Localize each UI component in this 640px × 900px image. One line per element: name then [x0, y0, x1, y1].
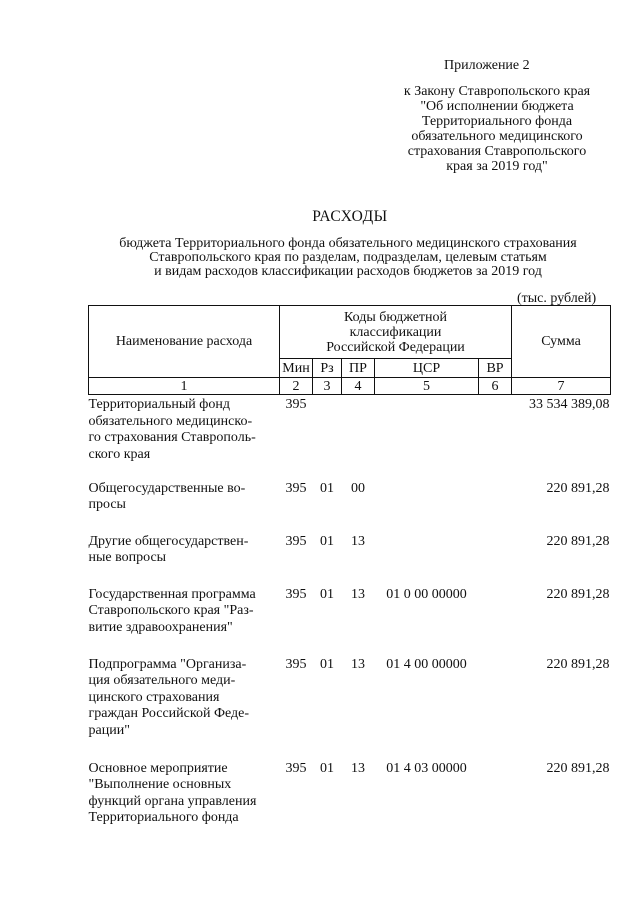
- row-rz: 01: [320, 760, 334, 776]
- table-row: [89, 657, 611, 761]
- row-name: [89, 657, 280, 761]
- row-name-line: цинского страхования: [88, 689, 220, 705]
- row-name-line: Общегосударственные во-: [88, 480, 246, 496]
- row-name-line: ского края: [88, 446, 151, 462]
- row-pr: 13: [351, 656, 365, 672]
- appendix-line: к Закону Ставропольского края: [403, 84, 591, 99]
- row-rz: 01: [320, 656, 334, 672]
- document-heading: РАСХОДЫ: [312, 208, 388, 225]
- row-name: [89, 395, 280, 481]
- row-sum: 220 891,28: [546, 586, 610, 602]
- document-subheading: [88, 237, 608, 279]
- row-name-line: обязательного медицинско-: [88, 413, 253, 429]
- row-csr: 01 4 03 00000: [386, 760, 467, 776]
- row-name: [89, 587, 280, 657]
- column-number: 6: [479, 378, 512, 395]
- header-csr: ЦСР: [375, 359, 479, 378]
- row-name-line: го страхования Ставрополь-: [88, 430, 256, 445]
- header-rz: Рз: [313, 359, 342, 378]
- row-vr: [479, 587, 512, 657]
- row-min: 395: [285, 397, 307, 412]
- subheading-line: Ставропольского края по разделам, подразделам, целевым статьям: [149, 250, 547, 265]
- row-name-line: Основное мероприятие: [88, 760, 228, 776]
- appendix-block: [388, 58, 606, 174]
- row-name-line: рации": [88, 722, 130, 738]
- appendix-line: страхования Ставропольского: [407, 144, 587, 159]
- row-min: 395: [285, 480, 307, 496]
- row-name-line: просы: [88, 497, 126, 512]
- row-csr: 01 4 00 00000: [386, 656, 467, 672]
- row-min: 395: [285, 760, 307, 776]
- table-row: [89, 761, 611, 831]
- header-name: Наименование расхода: [89, 306, 280, 378]
- header-sum: Сумма: [512, 306, 611, 378]
- row-csr: [375, 481, 479, 534]
- row-pr: 13: [351, 586, 365, 602]
- appendix-line: Территориального фонда: [421, 114, 573, 129]
- table-row: [89, 395, 611, 481]
- row-pr: 00: [351, 480, 365, 496]
- row-name: [89, 534, 280, 587]
- column-number: 7: [512, 378, 611, 395]
- row-rz: 01: [320, 533, 334, 549]
- row-vr: [479, 481, 512, 534]
- appendix-line: обязательного медицинского: [411, 129, 583, 144]
- appendix-title: Приложение 2: [444, 58, 530, 73]
- row-name-line: Другие общегосударствен-: [88, 533, 249, 549]
- row-name-line: Ставропольского края "Раз-: [88, 603, 254, 618]
- row-csr: [375, 395, 479, 481]
- column-number: 1: [89, 378, 280, 395]
- row-vr: [479, 395, 512, 481]
- row-rz: 01: [320, 480, 334, 496]
- row-name-line: Государственная программа: [88, 586, 256, 602]
- column-number: 2: [280, 378, 313, 395]
- column-number: 3: [313, 378, 342, 395]
- header-min: Мин: [280, 359, 313, 378]
- row-pr: [342, 395, 375, 481]
- column-number-row: [89, 378, 611, 395]
- row-sum: 220 891,28: [546, 656, 610, 672]
- row-min: 395: [285, 533, 307, 549]
- header-codes-line: Коды бюджетной: [343, 309, 448, 325]
- expenses-table: [88, 305, 611, 831]
- table-row: [89, 587, 611, 657]
- units-label: (тыс. рублей): [517, 291, 597, 306]
- row-sum: 220 891,28: [546, 480, 610, 496]
- row-min: 395: [285, 656, 307, 672]
- subheading-line: и видам расходов классификации расходов бюджетов за 2019 год: [154, 264, 542, 279]
- table-header-row: [89, 306, 611, 359]
- row-csr: [375, 534, 479, 587]
- row-vr: [479, 657, 512, 761]
- header-codes-line: классификации: [349, 324, 442, 340]
- row-csr: 01 0 00 00000: [386, 586, 467, 602]
- row-name: [89, 761, 280, 831]
- row-rz: 01: [320, 586, 334, 602]
- table-row: [89, 481, 611, 534]
- header-pr: ПР: [342, 359, 375, 378]
- row-vr: [479, 534, 512, 587]
- header-vr: ВР: [479, 359, 512, 378]
- row-sum: 33 534 389,08: [529, 397, 610, 412]
- row-vr: [479, 761, 512, 831]
- subheading-line: бюджета Территориального фонда обязательного медицинского страхования: [119, 236, 577, 251]
- column-number: 5: [375, 378, 479, 395]
- header-codes-line: Российской Федерации: [326, 339, 465, 355]
- row-name-line: Территориальный фонд: [88, 397, 230, 412]
- appendix-line: "Об исполнении бюджета: [420, 99, 574, 114]
- row-name-line: функций органа управления: [88, 793, 257, 809]
- row-sum: 220 891,28: [546, 760, 610, 776]
- row-sum: 220 891,28: [546, 533, 610, 549]
- table-row: [89, 534, 611, 587]
- row-name-line: граждан Российской Феде-: [88, 706, 250, 721]
- row-min: 395: [285, 586, 307, 602]
- row-pr: 13: [351, 760, 365, 776]
- row-name-line: витие здравоохранения": [88, 619, 233, 635]
- appendix-line: края за 2019 год": [446, 159, 548, 174]
- row-pr: 13: [351, 533, 365, 549]
- header-codes: [280, 306, 512, 359]
- row-name-line: Подпрограмма "Организа-: [88, 656, 247, 672]
- row-name-line: ные вопросы: [88, 550, 167, 565]
- row-name-line: ция обязательного меди-: [88, 673, 236, 688]
- column-number: 4: [342, 378, 375, 395]
- row-rz: [313, 395, 342, 481]
- row-name-line: Территориального фонда: [88, 810, 239, 825]
- row-name-line: "Выполнение основных: [88, 777, 232, 792]
- row-name: [89, 481, 280, 534]
